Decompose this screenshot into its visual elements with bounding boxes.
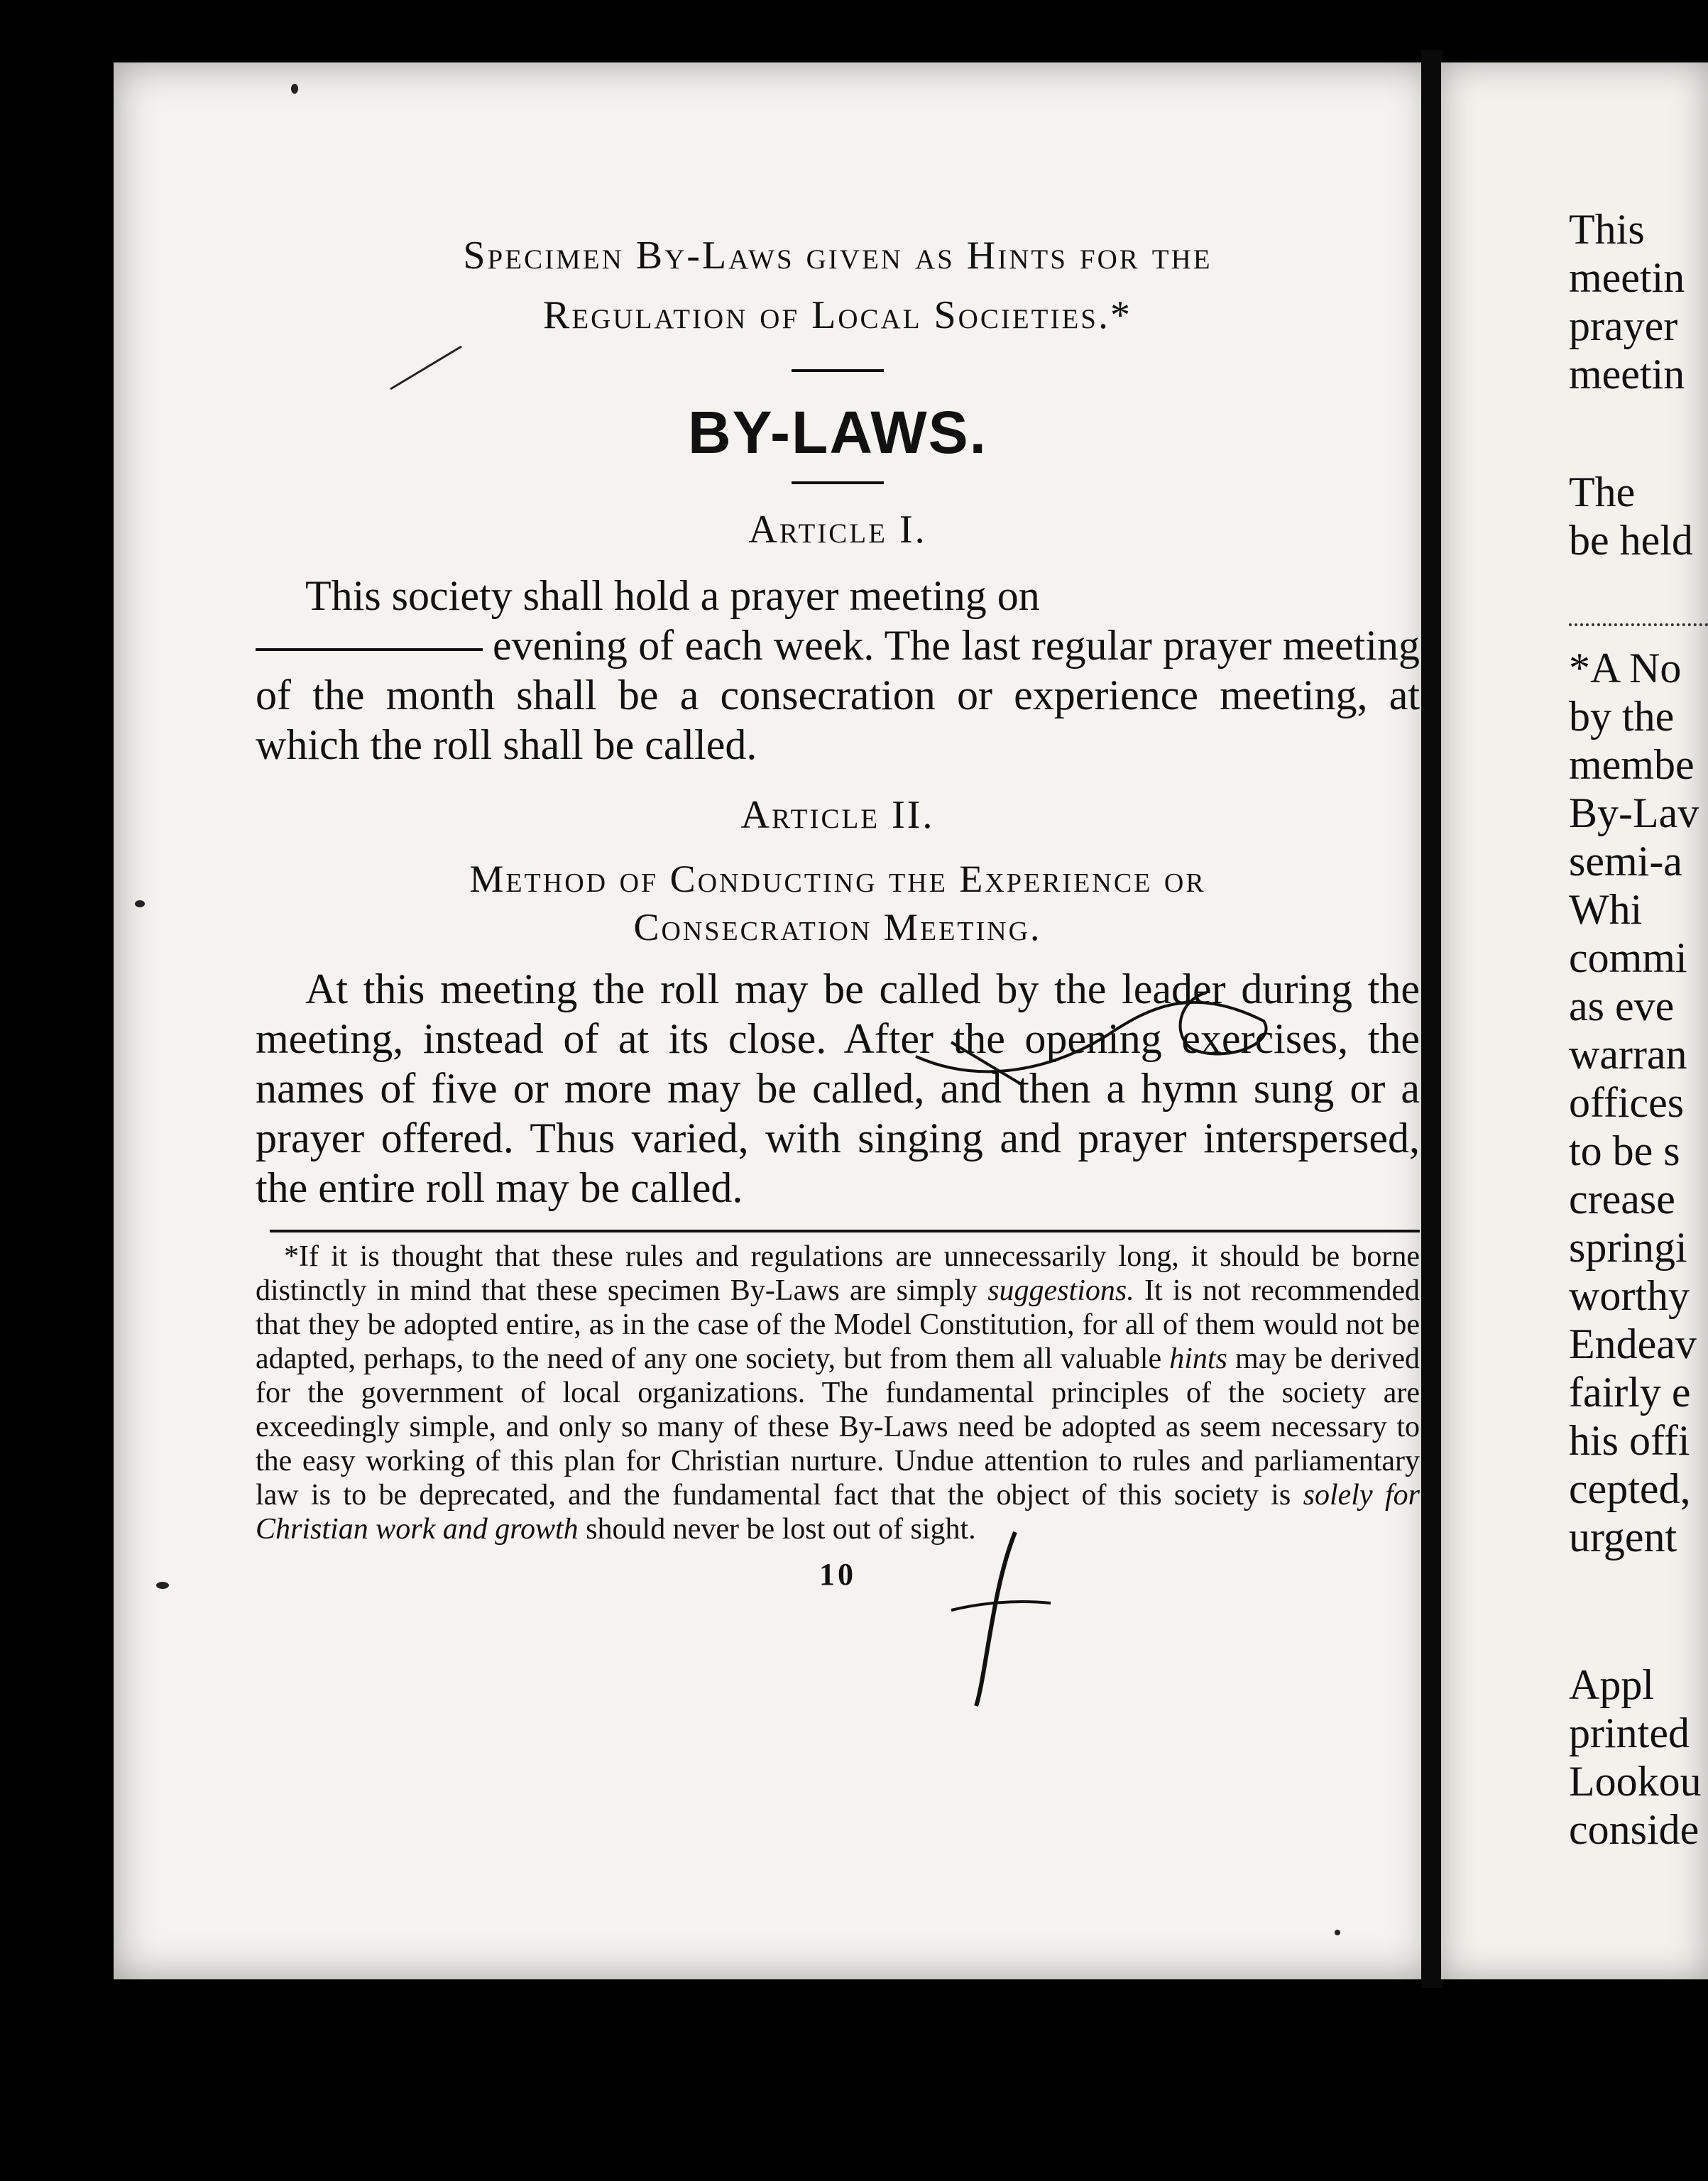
right-line: by the [1569,693,1675,740]
right-line: be held [1569,517,1693,564]
right-line: springi [1569,1224,1687,1271]
divider-rule-top [792,369,884,372]
footnote-part-4: should never be lost out of sight. [586,1513,976,1546]
footnote-emphasis-1: suggestions. [987,1274,1134,1307]
footnote [256,1240,1420,1546]
header-line-1: Specimen By-Laws given as Hints for the [463,234,1212,278]
scan-speck [1335,1930,1340,1935]
right-line: conside [1569,1806,1699,1853]
right-page [1441,62,1708,1979]
right-line: prayer [1569,302,1678,349]
right-line: Endeav [1569,1321,1697,1367]
footnote-emphasis-3: solely for Christian work and growth [256,1479,1420,1546]
right-line: Appl [1569,1661,1654,1708]
footnote-part-1: *If it is thought that these rules and regulations are unnecessarily long, it should be borne distinctly in mind that these specimen By-Laws are simply [256,1240,1420,1307]
right-line: commi [1569,934,1687,981]
scan-speck [291,84,298,94]
page-title: BY-LAWS. [687,399,987,466]
right-line: cepted, [1569,1465,1691,1512]
page-number: 10 [819,1557,856,1592]
right-line: Lookou [1569,1758,1702,1805]
footnote-emphasis-2: hints [1169,1343,1227,1375]
right-line: urgent [1569,1514,1677,1560]
dotted-rule [1569,623,1708,626]
article-2-text: At this meeting the roll may be called by the leader during the meeting, instead of at its close. After the opening exercises, the names of five or more may be called, and then a hymn sung or a prayer offered. Thus varied, with singing and prayer interspersed, the entire roll may be called. [256,966,1420,1211]
article-1-text [256,571,1420,770]
left-page [114,62,1434,1979]
right-line: offices [1569,1079,1685,1126]
footnote-part-3: may be derived for the government of local organizations. The fundamental principles of the society are exceedingly simple, and only so many of these By-Laws need be adopted as seem necessary to the easy working of this plan for Christian nurture. Undue attention to rules and parliamentary law is to be deprecated, and the fundamental fact that the object of this society is [256,1343,1420,1512]
right-line: as eve [1569,983,1675,1029]
right-line: Whi [1569,886,1643,933]
article-2-heading: Article II. [740,793,935,837]
right-line: meetin [1569,351,1685,398]
right-line: to be s [1569,1127,1680,1174]
scan-speck [156,1582,169,1589]
right-line: warran [1569,1031,1687,1078]
article-1-body: evening of each week. The last regular prayer meeting of the month shall be a consecration or experience meeting, at which the roll shall be called. [256,622,1420,768]
article-2-subheading-1: Method of Conducting the Experience or [469,858,1206,900]
scan-speck [135,900,145,907]
page-gutter [1421,50,1443,1988]
footnote-rule [270,1230,1420,1232]
right-line: *A No [1569,645,1682,692]
right-line: semi-a [1569,838,1682,885]
blank-line [256,648,483,651]
right-line: crease [1569,1176,1675,1223]
right-line: meetin [1569,254,1685,301]
footnote-part-2: It is not recommended that they be adopted entire, as in the case of the Model Constitution, for all of them would not be adapted, perhaps, to the need of any one society, but from them all valuable [256,1274,1420,1375]
header-line-2: Regulation of Local Societies.* [543,293,1132,337]
divider-rule-bottom [792,481,884,484]
right-line: printed [1569,1710,1690,1756]
right-line: his offi [1569,1417,1690,1464]
article-1-heading: Article I. [748,508,927,552]
right-line: worthy [1569,1272,1690,1319]
article-1-lead: This society shall hold a prayer meeting on [305,572,1040,619]
right-line: This [1569,206,1645,253]
right-line: By-Lav [1569,789,1699,836]
right-line: fairly e [1569,1369,1691,1416]
left-page-content [256,226,1420,1592]
right-line: membe [1569,741,1695,788]
right-line: The [1569,469,1636,515]
article-2-subheading-2: Consecration Meeting. [633,906,1042,949]
